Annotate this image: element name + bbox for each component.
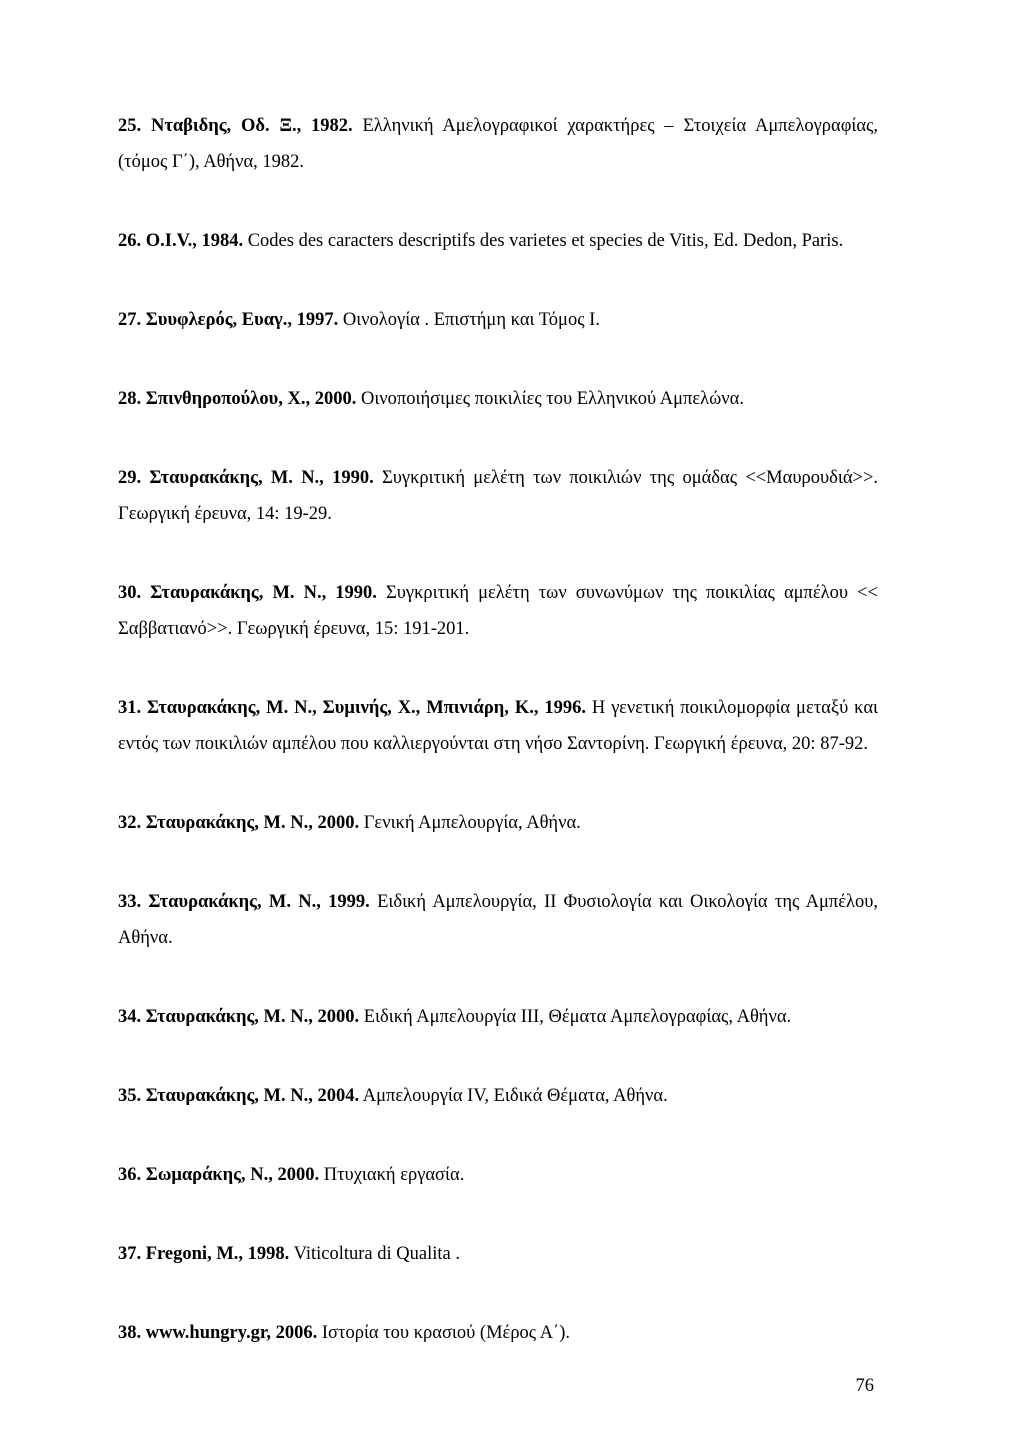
reference-item [118,1315,878,1351]
reference-author: Fregoni, M., 1998. [145,1244,290,1264]
reference-text: Ειδική Αμπελουργία, ΙΙ Φυσιολογία και Οικολογία της Αμπέλου, Αθήνα. [118,892,879,948]
reference-author: Σωμαράκης, Ν., 2000. [145,1165,320,1185]
reference-item [118,575,878,647]
reference-item [118,381,878,417]
reference-item [118,108,878,180]
reference-author: Σταυρακάκης, Μ. Ν., 1990. [150,583,377,603]
reference-text: Ελληνική Αμελογραφικοί χαρακτήρες – Στοιχεία Αμπελογραφίας, (τόμος Γ΄), Αθήνα, 1982. [118,116,878,172]
reference-item [118,1236,878,1272]
reference-list [118,108,878,1351]
reference-number: 34. [118,1007,142,1027]
reference-text: Γενική Αμπελουργία, Αθήνα. [359,813,581,833]
reference-number: 26. [118,231,142,251]
reference-item [118,999,878,1035]
reference-text: Συγκριτική μελέτη των συνωνύμων της ποικιλίας αμπέλου << Σαββατιανό>>. Γεωργική έρευνα, 15: 191-201. [118,583,878,639]
reference-text: Codes des caracters descriptifs des varietes et species de Vitis, Ed. Dedon, Paris. [243,231,844,251]
reference-text: Οινολογία . Επιστήμη και Τόμος Ι. [338,310,600,330]
reference-text: Συγκριτική μελέτη των ποικιλιών της ομάδας <<Μαυρουδιά>>. Γεωργική έρευνα, 14: 19-29. [118,468,879,524]
page-number: 76 [855,1376,874,1396]
reference-item [118,302,878,338]
reference-number: 27. [118,310,142,330]
reference-item [118,884,878,956]
reference-item [118,223,878,259]
reference-number: 38. [118,1323,142,1343]
reference-item [118,460,878,532]
reference-number: 28. [118,389,142,409]
reference-item [118,1078,878,1114]
reference-number: 31. [118,698,142,718]
reference-number: 32. [118,813,142,833]
reference-author: www.hungry.gr, 2006. [145,1323,318,1343]
reference-number: 36. [118,1165,142,1185]
reference-number: 33. [118,892,142,912]
reference-author: Νταβιδης, Οδ. Ξ., 1982. [150,116,353,136]
reference-text: Αμπελουργία IV, Ειδικά Θέματα, Αθήνα. [359,1086,668,1106]
reference-author: Σταυρακάκης, Μ. Ν., Συμινής, Χ., Μπινιάρη, Κ., 1996. [147,698,587,718]
reference-item [118,805,878,841]
reference-author: O.I.V., 1984. [145,231,244,251]
reference-author: Σταυρακάκης, Μ. Ν., 2000. [145,813,360,833]
reference-number: 30. [118,583,142,603]
reference-item [118,690,878,762]
reference-number: 35. [118,1086,142,1106]
reference-text: Οινοποιήσιμες ποικιλίες του Ελληνικού Αμπελώνα. [356,389,744,409]
reference-author: Σταυρακάκης, Μ. Ν., 1999. [148,892,370,912]
reference-text: Ειδική Αμπελουργία ΙΙΙ, Θέματα Αμπελογραφίας, Αθήνα. [359,1007,792,1027]
reference-number: 29. [118,468,142,488]
reference-text: Η γενετική ποικιλομορφία μεταξύ και εντός των ποικιλιών αμπέλου που καλλιεργούνται στη νήσο Σαντορίνη. Γεωργική έρευνα, 20: 87-92. [118,698,879,754]
reference-item [118,1157,878,1193]
reference-author: Σταυρακάκης, Μ. Ν., 2004. [145,1086,360,1106]
reference-text: Viticoltura di Qualita . [289,1244,460,1264]
reference-author: Σπινθηροπούλου, Χ., 2000. [145,389,357,409]
reference-text: Ιστορία του κρασιού (Μέρος Α΄). [317,1323,571,1343]
reference-author: Σταυρακάκης, Μ. Ν., 2000. [145,1007,360,1027]
reference-author: Σταυρακάκης, Μ. Ν., 1990. [149,468,374,488]
reference-author: Συυφλερός, Ευαγ., 1997. [145,310,339,330]
reference-number: 37. [118,1244,142,1264]
reference-number: 25. [118,116,142,136]
reference-text: Πτυχιακή εργασία. [319,1165,465,1185]
